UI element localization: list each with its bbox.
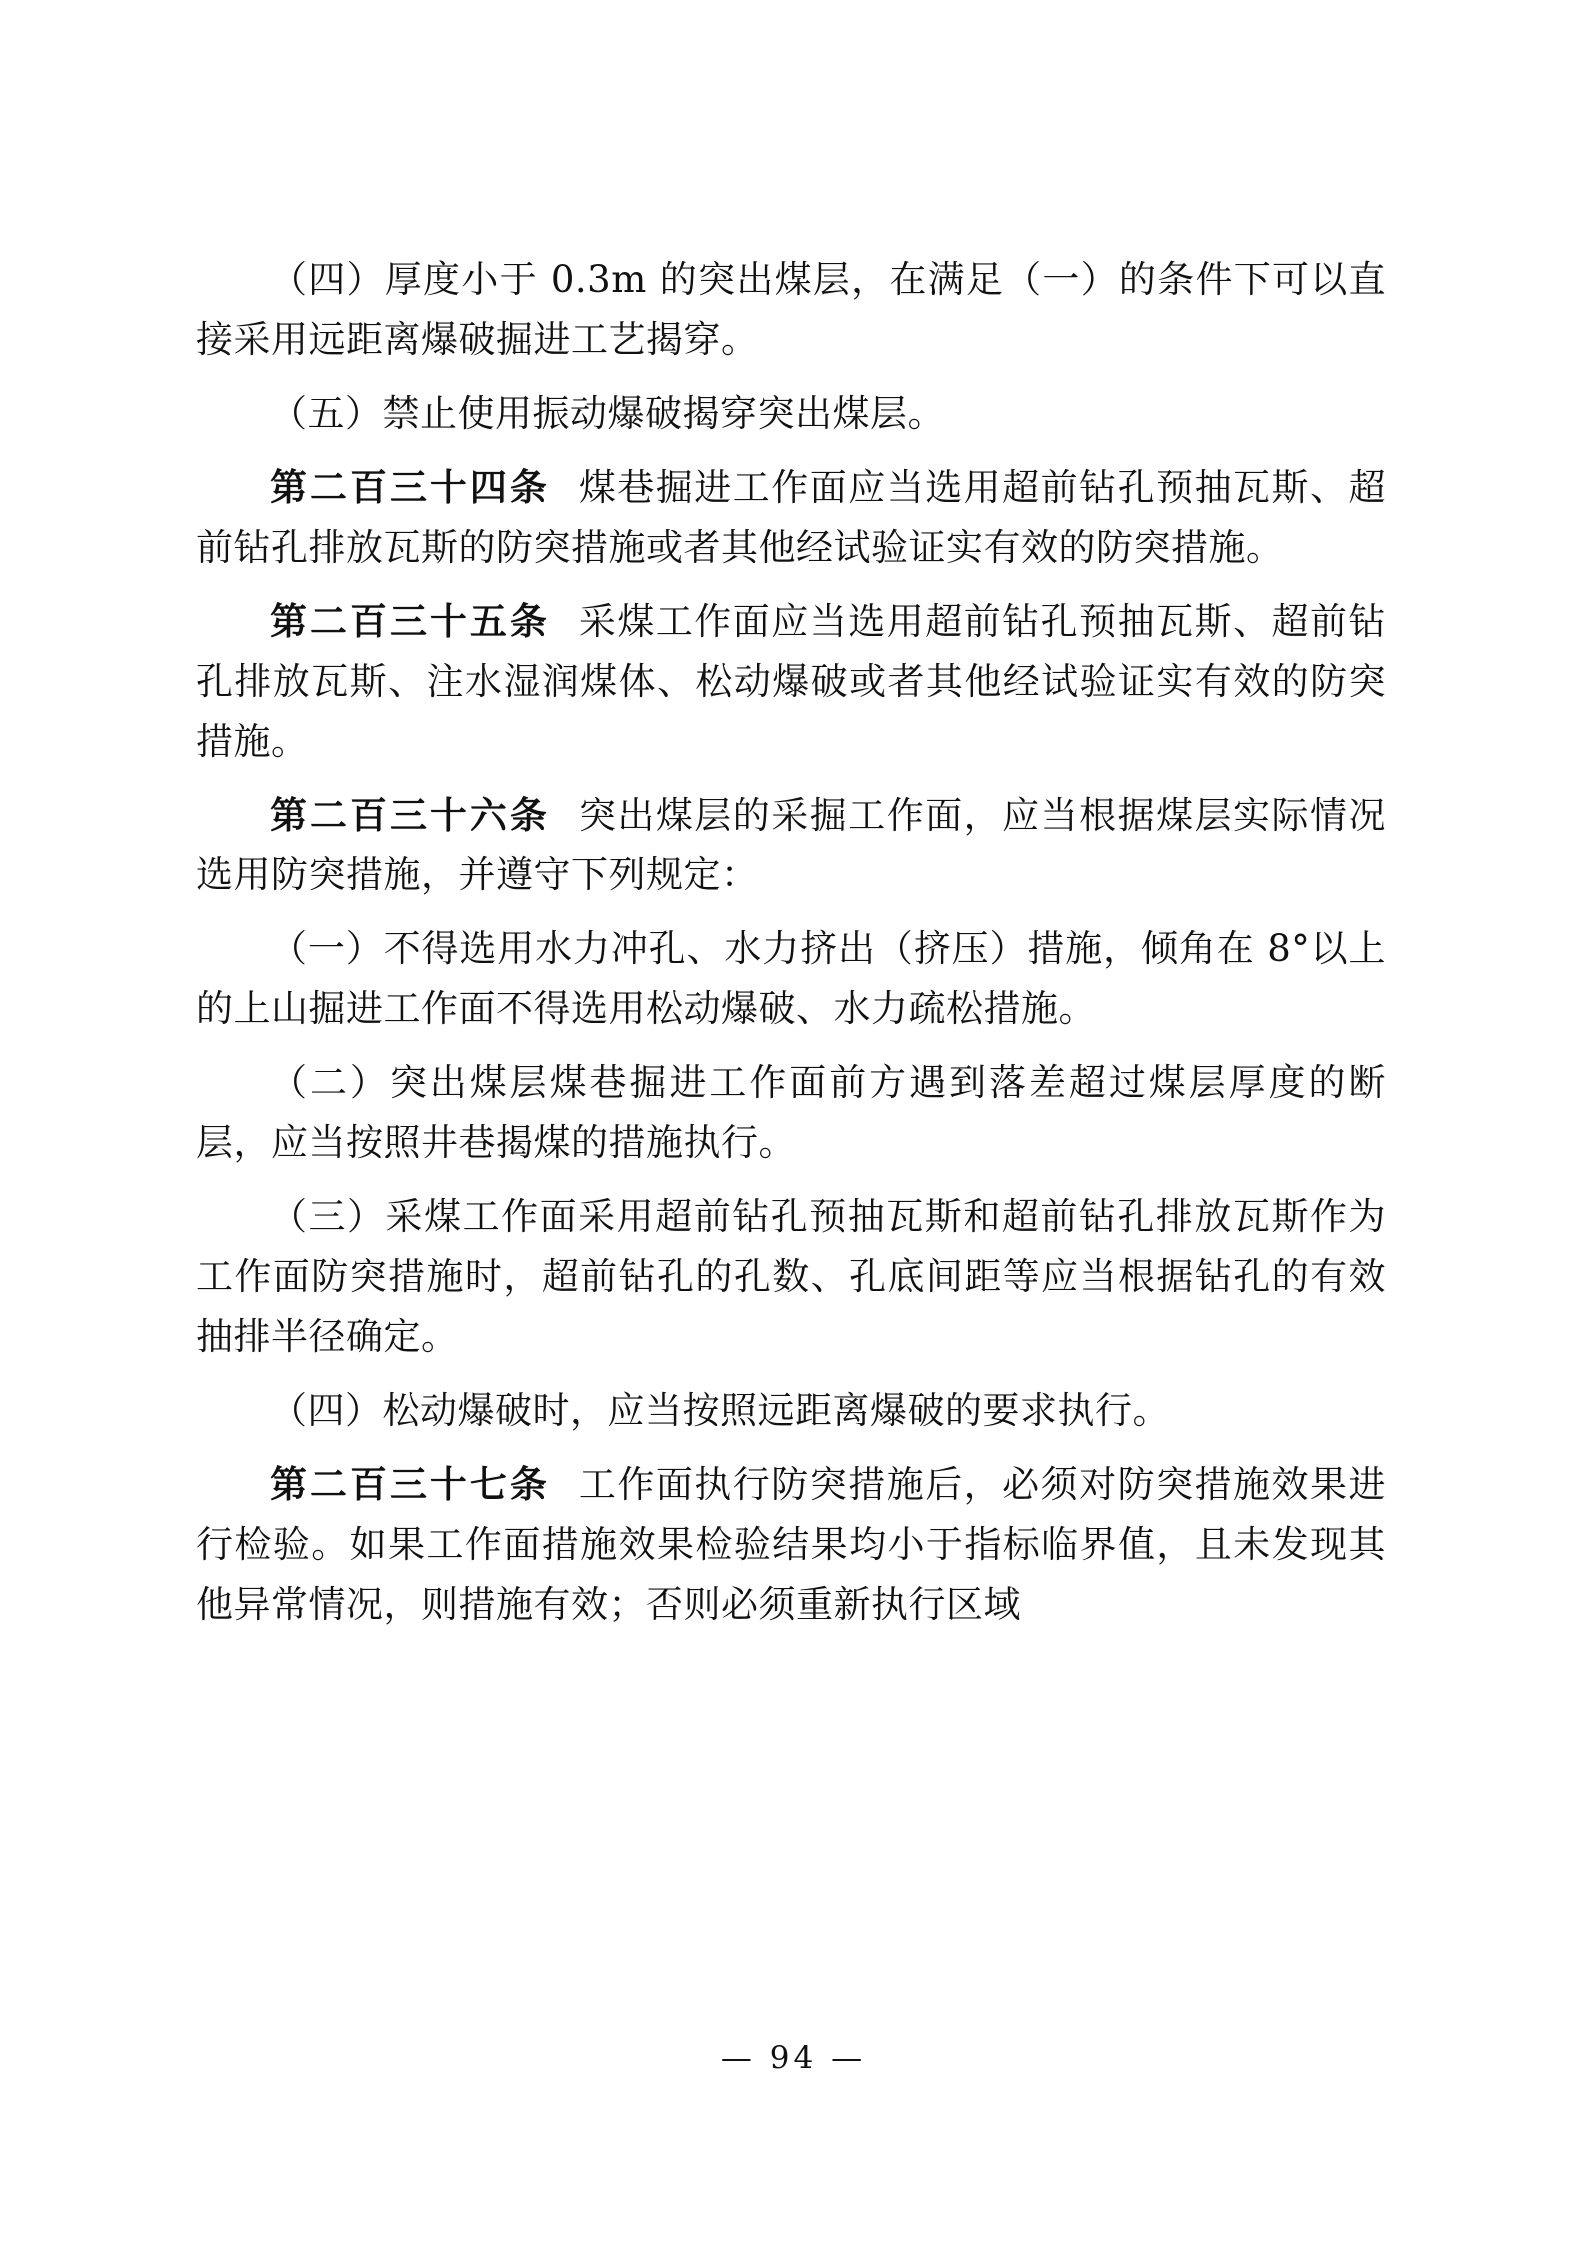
page-number: — 94 —: [720, 2040, 867, 2076]
list-item: [196, 1381, 1386, 1441]
paragraph-text: 煤巷掘进工作面应当选用超前钻孔预抽瓦斯、超前钻孔排放瓦斯的防突措施或者其他经试验证实有效的防突措施。: [196, 465, 1386, 569]
paragraph-text: （四）厚度小于 0.3m 的突出煤层，在满足（一）的条件下可以直接采用远距离爆破掘进工艺揭穿。: [196, 258, 1386, 361]
paragraph-text: （一）不得选用水力冲孔、水力挤出（挤压）措施，倾角在 8°以上的上山掘进工作面不得选用松动爆破、水力疏松措施。: [196, 927, 1386, 1031]
article-paragraph: [196, 592, 1386, 772]
list-item: [196, 1187, 1386, 1367]
paragraph-text: （三）采煤工作面采用超前钻孔预抽瓦斯和超前钻孔排放瓦斯作为工作面防突措施时，超前钻孔的孔数、孔底间距等应当根据钻孔的有效抽排半径确定。: [196, 1195, 1386, 1358]
article-title: 第二百三十六条: [270, 792, 550, 837]
paragraph-text: （二）突出煤层煤巷掘进工作面前方遇到落差超过煤层厚度的断层，应当按照井巷揭煤的措施执行。: [196, 1061, 1386, 1165]
paragraph-text: （五）禁止使用振动爆破揭穿突出煤层。: [270, 391, 945, 435]
paragraph-text: 突出煤层的采掘工作面，应当根据煤层实际情况选用防突措施，并遵守下列规定：: [196, 793, 1386, 897]
list-item: [196, 384, 1386, 444]
paragraph-text: 工作面执行防突措施后，必须对防突措施效果进行检验。如果工作面措施效果检验结果均小于指标临界值，且未发现其他异常情况，则措施有效；否则必须重新执行区域: [196, 1462, 1386, 1626]
article-title: 第二百三十五条: [270, 598, 550, 643]
list-item: [196, 250, 1386, 370]
list-item: [196, 919, 1386, 1039]
page-body: [196, 250, 1386, 1649]
article-title: 第二百三十四条: [270, 464, 550, 509]
paragraph-text: （四）松动爆破时，应当按照远距离爆破的要求执行。: [270, 1388, 1170, 1432]
list-item: [196, 1053, 1386, 1173]
paragraph-text: 采煤工作面应当选用超前钻孔预抽瓦斯、超前钻孔排放瓦斯、注水湿润煤体、松动爆破或者其他经试验证实有效的防突措施。: [196, 599, 1386, 763]
article-paragraph: [196, 786, 1386, 906]
article-paragraph: [196, 458, 1386, 578]
article-paragraph: [196, 1455, 1386, 1635]
article-title: 第二百三十七条: [270, 1461, 550, 1506]
